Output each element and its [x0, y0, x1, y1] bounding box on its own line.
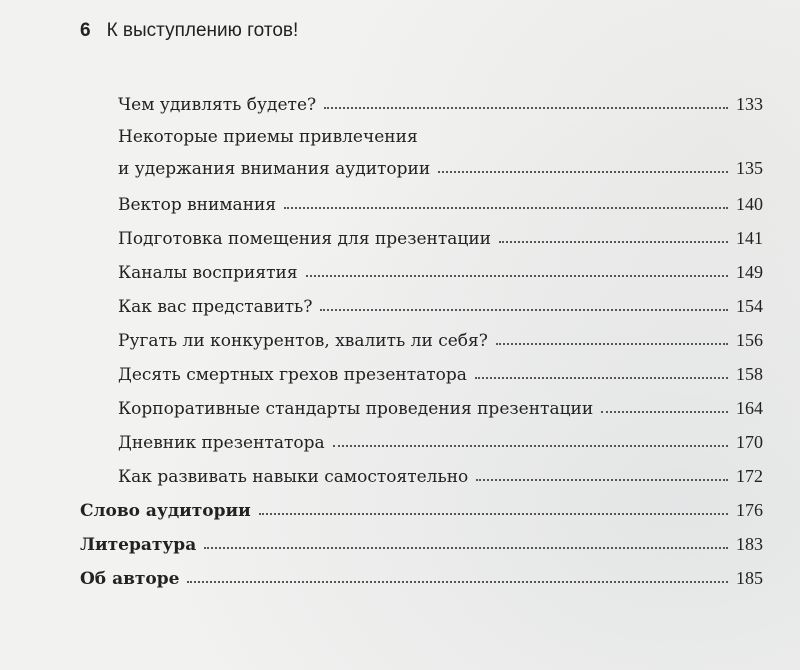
dot-leader	[259, 513, 728, 515]
dot-leader	[496, 343, 728, 345]
toc-entry	[118, 421, 763, 453]
toc-entry	[118, 217, 763, 249]
dot-leader	[476, 479, 728, 481]
toc-entry-page: 158	[736, 364, 763, 384]
toc-entry-title: Подготовка помещения для презентации	[118, 229, 492, 249]
toc-entry	[118, 115, 763, 147]
toc-entry-page: 154	[736, 296, 763, 316]
toc-entry-title: Чем удивлять будете?	[118, 95, 317, 115]
dot-leader	[475, 377, 728, 379]
dot-leader	[187, 581, 728, 583]
toc-entry-page: 164	[736, 398, 763, 418]
toc-entry-title: Слово аудитории	[80, 501, 251, 521]
toc-entry-title: и удержания внимания аудитории	[118, 159, 431, 179]
dot-leader	[333, 445, 728, 447]
toc-entry	[118, 285, 763, 317]
toc-entry-page: 185	[736, 568, 763, 588]
toc-entry-title: Вектор внимания	[118, 195, 277, 215]
toc-entry-title: Об авторе	[80, 569, 180, 589]
toc-entry-page: 156	[736, 330, 763, 350]
dot-leader	[499, 241, 728, 243]
toc-entry-title: Как вас представить?	[118, 297, 313, 317]
toc-entry-page: 149	[736, 262, 763, 282]
toc-entry	[118, 319, 763, 351]
dot-leader	[284, 207, 728, 209]
toc-entry-title: Дневник презентатора	[118, 433, 325, 453]
toc-entry-page: 172	[736, 466, 763, 486]
toc-chapter-entry	[80, 489, 763, 521]
toc-entry-title: Ругать ли конкурентов, хвалить ли себя?	[118, 331, 488, 351]
toc-entry-title: Каналы восприятия	[118, 263, 298, 283]
dot-leader	[306, 275, 728, 277]
header-title: К выступлению готов!	[106, 20, 299, 41]
dot-leader	[320, 309, 728, 311]
toc-entry-page: 170	[736, 432, 763, 452]
dot-leader	[204, 547, 728, 549]
header-page-number: 6	[80, 20, 91, 41]
running-header	[80, 20, 298, 42]
dot-leader	[324, 107, 728, 109]
toc-entry-title: Как развивать навыки самостоятельно	[118, 467, 469, 487]
toc-entry	[118, 353, 763, 385]
toc-entry-page: 176	[736, 500, 763, 520]
toc-entry-page: 133	[736, 94, 763, 114]
toc-entry-title: Десять смертных грехов презентатора	[118, 365, 467, 385]
toc-entry-title: Некоторые приемы привлечения	[118, 127, 418, 147]
toc-entry	[118, 251, 763, 283]
dot-leader	[438, 171, 728, 173]
toc-entry-page: 140	[736, 194, 763, 214]
toc-entry	[118, 147, 763, 179]
toc-entry	[118, 455, 763, 487]
toc-entry	[118, 183, 763, 215]
toc-entry-title: Корпоративные стандарты проведения презентации	[118, 399, 594, 419]
toc-entry-page: 183	[736, 534, 763, 554]
toc-entry-title: Литература	[80, 535, 197, 555]
toc-entry	[118, 83, 763, 115]
toc-chapter-entry	[80, 523, 763, 555]
toc-entry	[118, 387, 763, 419]
toc-chapter-entry	[80, 557, 763, 589]
toc-entry-page: 135	[736, 158, 763, 178]
toc-entry-page: 141	[736, 228, 763, 248]
dot-leader	[601, 411, 728, 413]
